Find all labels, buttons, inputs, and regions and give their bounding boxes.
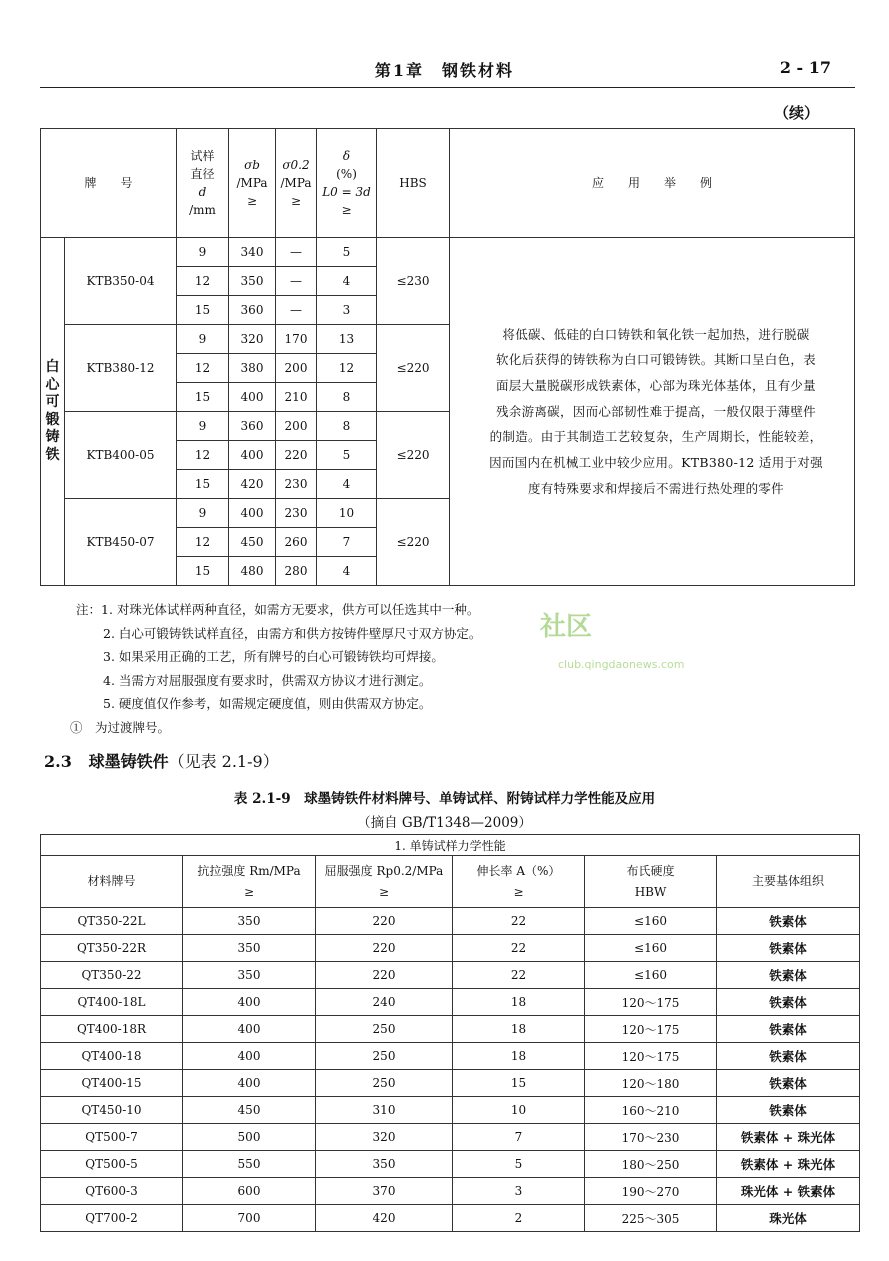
hbs-cell: ≤220 [377, 499, 450, 586]
yield-cell: 370 [316, 1178, 453, 1205]
table-notes [70, 598, 482, 739]
note-2: 2. 白心可锻铸铁试样直径，由需方和供方按铸件壁厚尺寸双方协定。 [103, 625, 482, 641]
tensile-cell: 350 [183, 935, 316, 962]
grade-cell: QT400-18L [41, 989, 183, 1016]
matrix-cell: 铁素体 [717, 1016, 860, 1043]
yield-cell: 220 [316, 962, 453, 989]
ductile-iron-table [40, 834, 860, 1232]
watermark-url: club.qingdaonews.com [558, 658, 685, 671]
elongation-cell: 18 [453, 1043, 585, 1070]
table-row: 白心可锻铸铁 KTB350-04 9 340 — 5 ≤230 将低碳、低硅的白口铸铁和氧化铁一起加热，进行脱碳 软化后获得的铸铁称为白口可锻铸铁。其断口呈白色，表 面层大量脱碳形成铁素体，心部为珠光体基体，且有少量 残余游离碳，因而心部韧性难于提高，一般仅限于薄壁件 的制造。由于其制造工艺较复杂，生产周期长，性能较差， 因而国内在机械工业中较少应用。KTB380-12 适用于对强 度有特殊要求和焊接后不需进行热处理的零件 [41, 238, 855, 267]
note-3: 3. 如果采用正确的工艺，所有牌号的白心可锻铸铁均可焊接。 [103, 649, 444, 664]
continued-label: （续） [773, 104, 819, 122]
table-row [41, 1016, 860, 1043]
tensile-cell: 350 [183, 908, 316, 935]
elongation-cell: 7 [453, 1124, 585, 1151]
note-1: 注：1. 对珠光体试样两种直径，如需方无要求，供方可以任选其中一种。 [76, 602, 480, 617]
tensile-cell: 550 [183, 1151, 316, 1178]
table2-subheader: 1. 单铸试样力学性能 [41, 835, 860, 856]
header-diameter: 试样 直径 d /mm [177, 129, 229, 238]
elongation-cell: 22 [453, 962, 585, 989]
table-row: KTB380-12 9 320 170 13 ≤220 [41, 325, 855, 354]
header-yield-strength: 屈服强度 Rp0.2/MPa ≥ [316, 856, 453, 908]
tensile-cell: 350 [183, 962, 316, 989]
hbs-cell: ≤220 [377, 325, 450, 412]
grade-cell: KTB380-12 [65, 325, 177, 412]
table-row: 12 450 260 7 [41, 528, 855, 557]
table-row: KTB400-05 9 360 200 8 ≤220 [41, 412, 855, 441]
table-row [41, 1043, 860, 1070]
hardness-cell: 190～270 [585, 1178, 717, 1205]
grade-cell: QT350-22L [41, 908, 183, 935]
hardness-cell: ≤160 [585, 908, 717, 935]
hardness-cell: 225～305 [585, 1205, 717, 1232]
tensile-cell: 450 [183, 1097, 316, 1124]
tensile-cell: 600 [183, 1178, 316, 1205]
header-material-grade: 材料牌号 [41, 856, 183, 908]
hardness-cell: ≤160 [585, 935, 717, 962]
table-row [41, 1178, 860, 1205]
table-row [41, 989, 860, 1016]
matrix-cell: 铁素体 + 珠光体 [717, 1124, 860, 1151]
grade-cell: QT600-3 [41, 1178, 183, 1205]
hbs-cell: ≤230 [377, 238, 450, 325]
header-hardness: 布氏硬度 HBW [585, 856, 717, 908]
hardness-cell: ≤160 [585, 962, 717, 989]
table-row: 12 380 200 12 [41, 354, 855, 383]
yield-cell: 250 [316, 1016, 453, 1043]
hardness-cell: 120～175 [585, 989, 717, 1016]
header-hbs: HBS [377, 129, 450, 238]
elongation-cell: 10 [453, 1097, 585, 1124]
grade-cell: QT500-7 [41, 1124, 183, 1151]
table-row: KTB450-07 9 400 230 10 ≤220 [41, 499, 855, 528]
elongation-cell: 5 [453, 1151, 585, 1178]
yield-cell: 420 [316, 1205, 453, 1232]
elongation-cell: 18 [453, 1016, 585, 1043]
tensile-cell: 700 [183, 1205, 316, 1232]
application-text: 将低碳、低硅的白口铸铁和氧化铁一起加热，进行脱碳 软化后获得的铸铁称为白口可锻铸铁。其断口呈白色，表 面层大量脱碳形成铁素体，心部为珠光体基体，且有少量 残余游离碳，因而心部韧性难于提高，一般仅限于薄壁件 的制造。由于其制造工艺较复杂，生产周期长，性能较差， 因而国内在机械工业中较少应用。KTB380-12 适用于对强 度有特殊要求和焊接后不需进行热处理的零件 [450, 238, 855, 586]
table-row: 15 420 230 4 [41, 470, 855, 499]
matrix-cell: 铁素体 + 珠光体 [717, 1151, 860, 1178]
yield-cell: 320 [316, 1124, 453, 1151]
table-row [41, 1070, 860, 1097]
yield-cell: 250 [316, 1070, 453, 1097]
yield-cell: 310 [316, 1097, 453, 1124]
elongation-cell: 22 [453, 908, 585, 935]
grade-cell: QT400-15 [41, 1070, 183, 1097]
elongation-cell: 3 [453, 1178, 585, 1205]
grade-cell: KTB400-05 [65, 412, 177, 499]
table-row: 15 400 210 8 [41, 383, 855, 412]
header-matrix: 主要基体组织 [717, 856, 860, 908]
hardness-cell: 170～230 [585, 1124, 717, 1151]
table2-subheader-row [41, 835, 860, 856]
elongation-cell: 15 [453, 1070, 585, 1097]
table-row: 15 360 — 3 [41, 296, 855, 325]
watermark-logo: 社区 [540, 612, 593, 642]
matrix-cell: 铁素体 [717, 908, 860, 935]
header-elongation: 伸长率 A（%） ≥ [453, 856, 585, 908]
hardness-cell: 120～175 [585, 1043, 717, 1070]
header-yield: σ0.2 /MPa ≥ [276, 129, 317, 238]
malleable-iron-table [40, 128, 855, 586]
chapter-title: 第1章 钢铁材料 [374, 61, 515, 80]
grade-cell: QT450-10 [41, 1097, 183, 1124]
hardness-cell: 120～175 [585, 1016, 717, 1043]
table-row [41, 1151, 860, 1178]
table2-caption: 表 2.1-9 球墨铸铁件材料牌号、单铸试样、附铸试样力学性能及应用 [233, 791, 656, 807]
tensile-cell: 400 [183, 1043, 316, 1070]
matrix-cell: 珠光体 [717, 1205, 860, 1232]
grade-cell: QT400-18R [41, 1016, 183, 1043]
yield-cell: 250 [316, 1043, 453, 1070]
elongation-cell: 2 [453, 1205, 585, 1232]
table1-header-row [41, 129, 855, 238]
matrix-cell: 铁素体 [717, 935, 860, 962]
header-rule [40, 87, 855, 88]
table-row: 12 350 — 4 [41, 267, 855, 296]
table-row [41, 935, 860, 962]
table2-header-row [41, 856, 860, 908]
matrix-cell: 铁素体 [717, 1070, 860, 1097]
table-row [41, 1205, 860, 1232]
header-grade: 牌 号 [41, 129, 177, 238]
hardness-cell: 180～250 [585, 1151, 717, 1178]
grade-cell: KTB350-04 [65, 238, 177, 325]
grade-cell: KTB450-07 [65, 499, 177, 586]
elongation-cell: 18 [453, 989, 585, 1016]
matrix-cell: 铁素体 [717, 962, 860, 989]
grade-cell: QT700-2 [41, 1205, 183, 1232]
tensile-cell: 500 [183, 1124, 316, 1151]
hardness-cell: 160～210 [585, 1097, 717, 1124]
category-cell: 白心可锻铸铁 [41, 238, 65, 586]
table-row [41, 1097, 860, 1124]
header-tensile-strength: 抗拉强度 Rm/MPa ≥ [183, 856, 316, 908]
grade-cell: QT500-5 [41, 1151, 183, 1178]
section-heading: 2.3 球墨铸铁件（见表 2.1-9） [44, 752, 279, 771]
hbs-cell: ≤220 [377, 412, 450, 499]
yield-cell: 350 [316, 1151, 453, 1178]
tensile-cell: 400 [183, 1070, 316, 1097]
table2-subcaption: （摘自 GB/T1348—2009） [357, 815, 532, 831]
grade-cell: QT350-22R [41, 935, 183, 962]
matrix-cell: 铁素体 [717, 1097, 860, 1124]
matrix-cell: 珠光体 + 铁素体 [717, 1178, 860, 1205]
grade-cell: QT400-18 [41, 1043, 183, 1070]
matrix-cell: 铁素体 [717, 989, 860, 1016]
elongation-cell: 22 [453, 935, 585, 962]
table-row: 12 400 220 5 [41, 441, 855, 470]
note-5: 5. 硬度值仅作参考，如需规定硬度值，则由供需双方协定。 [103, 696, 432, 711]
yield-cell: 220 [316, 935, 453, 962]
yield-cell: 220 [316, 908, 453, 935]
header-tensile: σb /MPa ≥ [229, 129, 276, 238]
table-row [41, 1124, 860, 1151]
table-row [41, 908, 860, 935]
tensile-cell: 400 [183, 1016, 316, 1043]
matrix-cell: 铁素体 [717, 1043, 860, 1070]
note-footnote: ① 为过渡牌号。 [70, 719, 171, 735]
header-application: 应 用 举 例 [450, 129, 855, 238]
tensile-cell: 400 [183, 989, 316, 1016]
grade-cell: QT350-22 [41, 962, 183, 989]
table2-body [41, 908, 860, 1232]
table-row [41, 962, 860, 989]
page-number: 2 - 17 [779, 58, 831, 77]
note-4: 4. 当需方对屈服强度有要求时，供需双方协议才进行测定。 [103, 672, 432, 688]
yield-cell: 240 [316, 989, 453, 1016]
header-elongation: δ (%) L0 = 3d ≥ [317, 129, 377, 238]
table-row: 15 480 280 4 [41, 557, 855, 586]
hardness-cell: 120～180 [585, 1070, 717, 1097]
